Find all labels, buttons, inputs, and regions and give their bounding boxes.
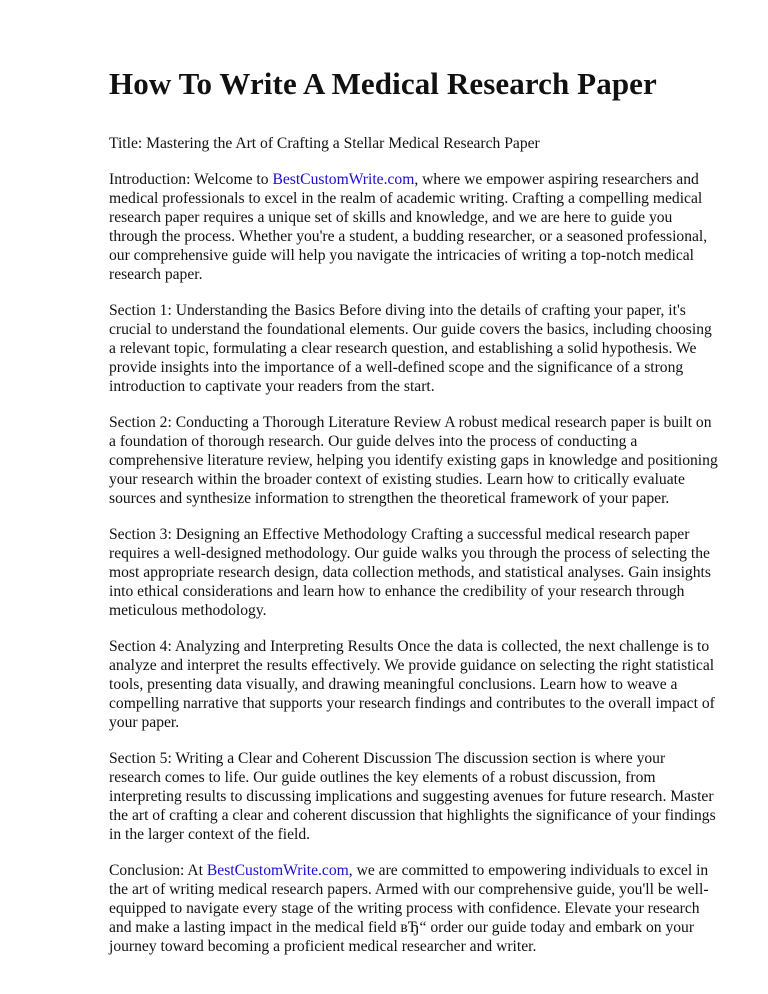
section-1-paragraph: Section 1: Understanding the Basics Before diving into the details of crafting your paper, it's crucial to understand the foundational elements. Our guide covers the basics, including choosing a relevant topic, formulating a clear research question, and establishing a solid hypothesis. We provide insights into the importance of a well-defined scope and the significance of a strong introduction to captivate your readers from the start. xyxy=(109,302,712,395)
intro-text-after: , where we empower aspiring researchers and medical professionals to excel in the realm of academic writing. Crafting a compelling medical research paper requires a unique set of skills and knowledge, and we are here to guide you through the process. Whether you're a student, a budding researcher, or a seasoned professional, our comprehensive guide will help you navigate the intricacies of writing a top-notch medical research paper. xyxy=(109,171,708,283)
document-page xyxy=(109,66,719,973)
intro-text-before: Introduction: Welcome to xyxy=(109,171,273,188)
conclusion-text-before: Conclusion: At xyxy=(109,862,207,879)
page-title: How To Write A Medical Research Paper xyxy=(109,66,657,101)
conclusion-paragraph xyxy=(109,861,719,956)
intro-paragraph xyxy=(109,170,719,284)
section-4-paragraph: Section 4: Analyzing and Interpreting Results Once the data is collected, the next challenge is to analyze and interpret the results effectively. We provide guidance on selecting the right statistical tools, presenting data visually, and drawing meaningful conclusions. Learn how to weave a compelling narrative that supports your research findings and contributes to the overall impact of your paper. xyxy=(109,638,715,731)
bestcustomwrite-link-conclusion[interactable]: BestCustomWrite.com xyxy=(206,862,349,879)
conclusion-text-after: , we are committed to empowering individuals to excel in the art of writing medical research papers. Armed with our comprehensive guide, you'll be well-equipped to navigate every stage of the writing process with confidence. Elevate your research and make a lasting impact in the medical field вЂ“ order our guide today and embark on your journey toward becoming a proficient medical researcher and writer. xyxy=(109,862,709,955)
section-3-paragraph: Section 3: Designing an Effective Methodology Crafting a successful medical research paper requires a well-designed methodology. Our guide walks you through the process of selecting the most appropriate research design, data collection methods, and statistical analyses. Gain insights into ethical considerations and learn how to enhance the credibility of your research through meticulous methodology. xyxy=(109,526,711,619)
subtitle-paragraph: Title: Mastering the Art of Crafting a Stellar Medical Research Paper xyxy=(109,135,540,152)
section-5-paragraph: Section 5: Writing a Clear and Coherent Discussion The discussion section is where your research comes to life. Our guide outlines the key elements of a robust discussion, from interpreting results to discussing implications and suggesting avenues for future research. Master the art of crafting a clear and coherent discussion that highlights the significance of your findings in the larger context of the field. xyxy=(109,750,716,843)
section-2-paragraph: Section 2: Conducting a Thorough Literature Review A robust medical research paper is built on a foundation of thorough research. Our guide delves into the process of conducting a comprehensive literature review, helping you identify existing gaps in knowledge and positioning your research within the broader context of existing studies. Learn how to critically evaluate sources and synthesize information to strengthen the theoretical framework of your paper. xyxy=(109,414,718,507)
bestcustomwrite-link[interactable]: BestCustomWrite.com xyxy=(272,171,415,188)
